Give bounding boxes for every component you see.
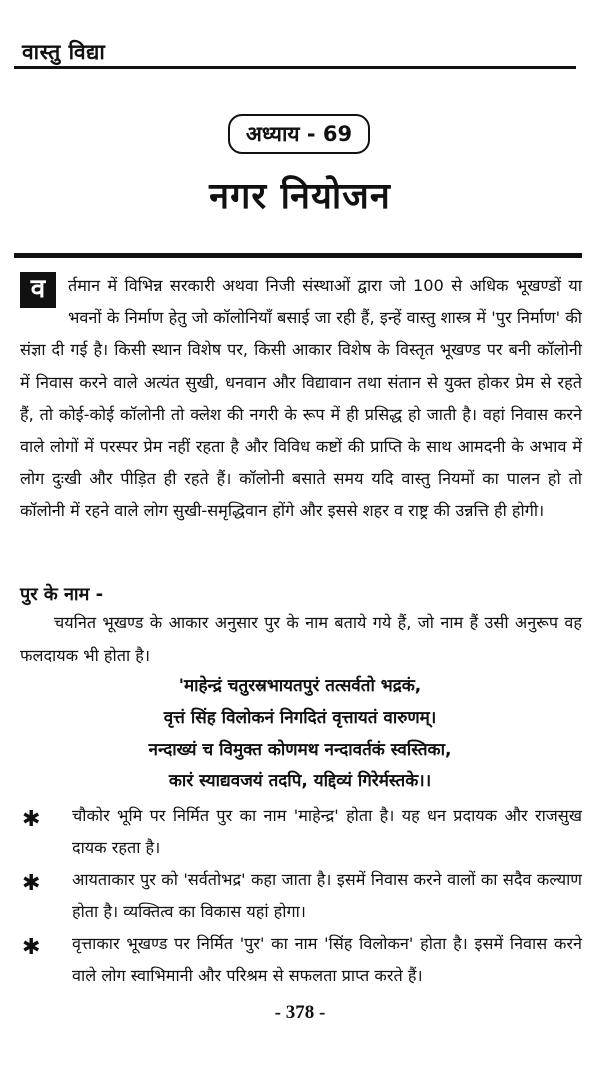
- asterisk-bullet-icon: ✱: [22, 871, 41, 896]
- bullet-list: [20, 800, 582, 992]
- chapter-label-text: अध्याय - 69: [245, 122, 353, 146]
- running-head: वास्तु विद्या: [22, 40, 106, 64]
- sanskrit-verse-block: [0, 671, 600, 798]
- verse-line: कारं स्याद्यवजयं तदपि, यद्दिव्यं गिरेर्मस्तके।।: [168, 771, 432, 792]
- list-item: [20, 800, 582, 864]
- intro-paragraph-text: र्तमान में विभिन्न सरकारी अथवा निजी संस्थाओं द्वारा जो 100 से अधिक भूखण्डों या भवनों के निर्माण हेतु जो कॉलोनियाँ बसाई जा रही हैं, इन्हें वास्तु शास्त्र में 'पुर निर्माण' की संज्ञा दी गई है। किसी स्थान विशेष पर, किसी आकार विशेष के विस्तृत भूखण्ड पर बनी कॉलोनी में निवास करने वाले अत्यंत सुखी, धनवान और विद्यावान तथा संतान से युक्त होकर प्रेम से रहते हैं, तो कोई-कोई कॉलोनी तो क्लेश की नगरी के रूप में ही प्रसिद्ध हो जाती है। वहां निवास करने वाले लोगों में परस्पर प्रेम नहीं रहता है और विविध कष्टों की प्राप्ति के साथ आमदनी के अभाव में लोग दुःखी और पीड़ित ही रहते हैं। कॉलोनी बसाते समय यदि वास्तु नियमों का पालन हो तो कॉलोनी में रहने वाले लोग सुखी-समृद्धिवान होंगे और इससे शहर व राष्ट्र की उन्नत्ति ही होगी।: [20, 276, 582, 521]
- chapter-title: नगर नियोजन: [209, 176, 391, 217]
- verse-line: नन्दाख्यं च विमुक्त कोणमथ नन्दावर्तकं स्वस्तिका,: [148, 739, 452, 760]
- page-number: - 378 -: [274, 1002, 326, 1023]
- verse-line: 'माहेन्द्रं चतुरस्रभायतपुरं तत्सर्वतो भद्रकं,: [178, 676, 422, 696]
- drop-cap: व: [20, 272, 56, 308]
- section-heading: पुर के नाम -: [20, 584, 104, 605]
- header-rule: [14, 66, 576, 69]
- list-item-text: चौकोर भूमि पर निर्मित पुर का नाम 'माहेन्द्र' होता है। यह धन प्रदायक और राजसुख दायक रहता है।: [72, 806, 582, 857]
- chapter-label: [228, 114, 370, 154]
- asterisk-bullet-icon: ✱: [22, 807, 41, 832]
- list-item-text: वृत्ताकार भूखण्ड पर निर्मित 'पुर' का नाम 'सिंह विलोकन' होता है। इसमें निवास करने वाले लोग स्वाभिमानी और परिश्रम से सफलता प्राप्त करते हैं।: [72, 934, 582, 985]
- list-item: [20, 928, 582, 992]
- intro-paragraph: [20, 270, 582, 528]
- verse-line: वृत्तं सिंह विलोकनं निगदितं वृत्तायतं वारुणम्।: [163, 707, 437, 728]
- section-intro: चयनित भूखण्ड के आकार अनुसार पुर के नाम बताये गये हैं, जो नाम हैं उसी अनुरूप वह फलदायक भी होता है।: [20, 613, 582, 665]
- title-rule: [14, 253, 582, 258]
- list-item: [20, 864, 582, 928]
- list-item-text: आयताकार पुर को 'सर्वतोभद्र' कहा जाता है। इसमें निवास करने वालों का सदैव कल्याण होता है। व्यक्तित्व का विकास यहां होगा।: [72, 870, 582, 921]
- asterisk-bullet-icon: ✱: [22, 935, 41, 960]
